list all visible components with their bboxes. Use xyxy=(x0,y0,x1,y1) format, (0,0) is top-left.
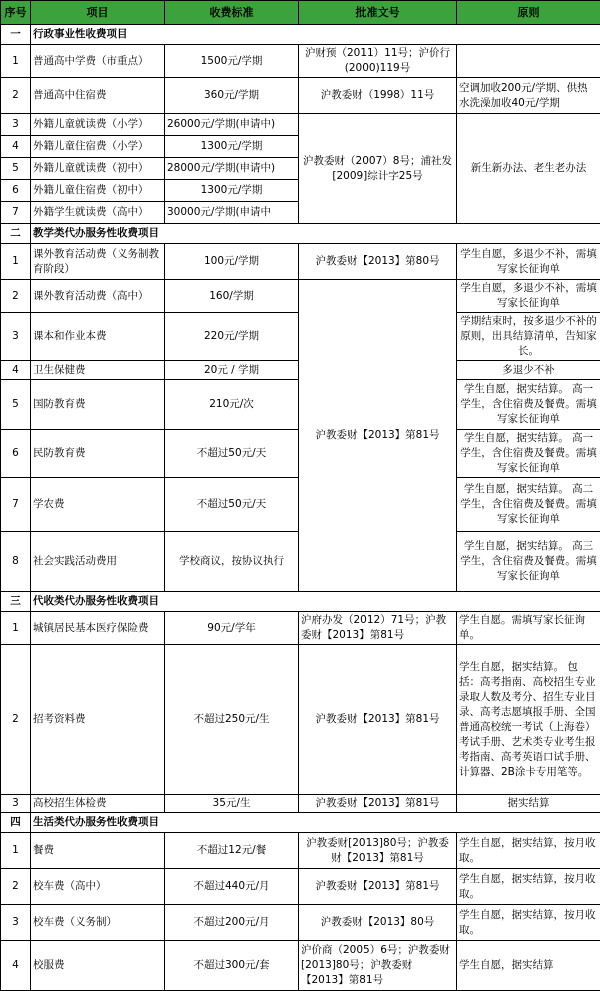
row-item: 学农费 xyxy=(31,478,165,532)
row-doc: 沪教委财【2013】第81号 xyxy=(299,645,457,795)
row-fee: 30000元/学期(申请中 xyxy=(165,202,299,224)
row-seq: 3 xyxy=(1,114,31,136)
section-title: 教学类代办服务性收费项目 xyxy=(31,224,600,244)
table-row xyxy=(1,833,600,869)
row-doc: 沪教委财【2013】第81号 xyxy=(299,795,457,813)
row-item: 外籍儿童住宿费（小学） xyxy=(31,136,165,158)
row-principle: 学生自愿，据实结算。 高一学生，含住宿费及餐费。需填写家长征询单 xyxy=(457,380,600,430)
row-seq: 7 xyxy=(1,478,31,532)
row-seq: 1 xyxy=(1,833,31,869)
row-principle: 学期结束时，按多退少不补的原则，出具结算清单，告知家长。 xyxy=(457,313,600,361)
row-item: 普通高中住宿费 xyxy=(31,78,165,114)
row-doc: 沪财预（2011）11号；沪价行(2000)119号 xyxy=(299,45,457,78)
row-item: 城镇居民基本医疗保险费 xyxy=(31,612,165,645)
row-item: 普通高中学费（市重点） xyxy=(31,45,165,78)
row-principle: 多退少不补 xyxy=(457,361,600,380)
table-row xyxy=(1,869,600,905)
row-item: 卫生保健费 xyxy=(31,361,165,380)
row-seq: 2 xyxy=(1,645,31,795)
row-fee: 学校商议，按协议执行 xyxy=(165,532,299,592)
table-row xyxy=(1,941,600,991)
section-number: 三 xyxy=(1,592,31,612)
row-doc: 沪教委财[2013]80号；沪教委财【2013】第81号 xyxy=(299,833,457,869)
header-row xyxy=(1,1,600,25)
section-number: 一 xyxy=(1,25,31,45)
table-row xyxy=(1,612,600,645)
section-title: 代收类代办服务性收费项目 xyxy=(31,592,600,612)
col-header-seq: 序号 xyxy=(1,1,31,25)
row-fee: 1500元/学期 xyxy=(165,45,299,78)
row-item: 校服费 xyxy=(31,941,165,991)
section-row xyxy=(1,25,600,45)
table-row xyxy=(1,78,600,114)
section-number: 二 xyxy=(1,224,31,244)
col-header-item: 项目 xyxy=(31,1,165,25)
row-seq: 2 xyxy=(1,869,31,905)
row-seq: 7 xyxy=(1,202,31,224)
row-principle: 学生自愿，据实结算。 高一学生，含住宿费及餐费。需填写家长征询单 xyxy=(457,430,600,478)
row-fee: 26000元/学期(申请中) xyxy=(165,114,299,136)
section-row xyxy=(1,813,600,833)
row-doc: 沪教委财【2013】80号 xyxy=(299,905,457,941)
row-doc: 沪教委财【2013】第80号 xyxy=(299,244,457,280)
row-seq: 5 xyxy=(1,158,31,180)
section-title: 生活类代办服务性收费项目 xyxy=(31,813,600,833)
row-principle: 学生自愿，多退少不补，需填写家长征询单 xyxy=(457,280,600,313)
row-principle: 学生自愿，多退少不补，需填写家长征询单 xyxy=(457,244,600,280)
row-seq: 5 xyxy=(1,380,31,430)
row-item: 高校招生体检费 xyxy=(31,795,165,813)
row-item: 外籍儿童住宿费（初中） xyxy=(31,180,165,202)
section-number: 四 xyxy=(1,813,31,833)
col-header-principle: 原则 xyxy=(457,1,600,25)
row-doc: 沪教委财（2007）8号；浦社发[2009]综计字25号 xyxy=(299,114,457,224)
row-fee: 20元 / 学期 xyxy=(165,361,299,380)
row-fee: 35元/生 xyxy=(165,795,299,813)
row-doc: 沪教委财【2013】第81号 xyxy=(299,280,457,592)
row-item: 课外教育活动费（义务制教育阶段） xyxy=(31,244,165,280)
table-row xyxy=(1,244,600,280)
row-doc: 沪价商（2005）6号；沪教委财[2013]80号；沪教委财【2013】第81号 xyxy=(299,941,457,991)
row-seq: 4 xyxy=(1,941,31,991)
row-fee: 160/学期 xyxy=(165,280,299,313)
row-fee: 210元/次 xyxy=(165,380,299,430)
row-principle: 学生自愿，据实结算，按月收取。 xyxy=(457,833,600,869)
row-item: 招考资料费 xyxy=(31,645,165,795)
row-fee: 1300元/学期 xyxy=(165,180,299,202)
table-row xyxy=(1,280,600,313)
table-row xyxy=(1,795,600,813)
row-fee: 100元/学期 xyxy=(165,244,299,280)
row-seq: 1 xyxy=(1,244,31,280)
row-item: 外籍学生就读费（高中） xyxy=(31,202,165,224)
row-item: 校车费（高中） xyxy=(31,869,165,905)
row-item: 社会实践活动费用 xyxy=(31,532,165,592)
row-fee: 不超过50元/天 xyxy=(165,478,299,532)
row-doc: 沪教委财【2013】第81号 xyxy=(299,869,457,905)
row-fee: 90元/学年 xyxy=(165,612,299,645)
row-seq: 6 xyxy=(1,430,31,478)
row-item: 餐费 xyxy=(31,833,165,869)
row-item: 国防教育费 xyxy=(31,380,165,430)
col-header-fee: 收费标准 xyxy=(165,1,299,25)
row-principle: 空调加收200元/学期、供热水洗澡加收40元/学期 xyxy=(457,78,600,114)
row-seq: 2 xyxy=(1,78,31,114)
row-item: 外籍儿童就读费（小学） xyxy=(31,114,165,136)
row-principle: 新生新办法、老生老办法 xyxy=(457,114,600,224)
row-fee: 360元/学期 xyxy=(165,78,299,114)
col-header-doc: 批准文号 xyxy=(299,1,457,25)
row-fee: 不超过440元/月 xyxy=(165,869,299,905)
row-principle: 学生自愿，据实结算。 高二学生，含住宿费及餐费。需填写家长征询单 xyxy=(457,478,600,532)
section-row xyxy=(1,224,600,244)
row-seq: 3 xyxy=(1,905,31,941)
row-fee: 不超过300元/套 xyxy=(165,941,299,991)
section-title: 行政事业性收费项目 xyxy=(31,25,600,45)
row-fee: 不超过250元/生 xyxy=(165,645,299,795)
row-principle xyxy=(457,45,600,78)
table-row xyxy=(1,45,600,78)
row-seq: 4 xyxy=(1,361,31,380)
row-principle: 学生自愿，据实结算 xyxy=(457,941,600,991)
row-fee: 1300元/学期 xyxy=(165,136,299,158)
table-row xyxy=(1,905,600,941)
row-fee: 不超过12元/餐 xyxy=(165,833,299,869)
row-principle: 学生自愿，据实结算，按月收取。 xyxy=(457,869,600,905)
row-seq: 2 xyxy=(1,280,31,313)
section-row xyxy=(1,592,600,612)
row-item: 校车费（义务制） xyxy=(31,905,165,941)
row-seq: 3 xyxy=(1,795,31,813)
row-seq: 4 xyxy=(1,136,31,158)
row-fee: 220元/学期 xyxy=(165,313,299,361)
row-seq: 6 xyxy=(1,180,31,202)
row-fee: 不超过200元/月 xyxy=(165,905,299,941)
row-seq: 8 xyxy=(1,532,31,592)
row-doc: 沪教委财（1998）11号 xyxy=(299,78,457,114)
table-row xyxy=(1,114,600,136)
row-principle: 学生自愿，据实结算。 包括：高考指南、高校招生专业录取人数及考分、招生专业目录、高考志愿填报手册、全国普通高校统一考试（上海卷）考试手册、艺术类专业考生报考指南、高考英语口试手册、计算器、2B涂卡专用笔等。 xyxy=(457,645,600,795)
row-fee: 不超过50元/天 xyxy=(165,430,299,478)
row-principle: 学生自愿，据实结算，按月收取。 xyxy=(457,905,600,941)
row-item: 课外教育活动费（高中） xyxy=(31,280,165,313)
row-seq: 1 xyxy=(1,612,31,645)
row-principle: 学生自愿。需填写家长征询单。 xyxy=(457,612,600,645)
row-seq: 3 xyxy=(1,313,31,361)
row-item: 外籍儿童就读费（初中） xyxy=(31,158,165,180)
row-seq: 1 xyxy=(1,45,31,78)
row-principle: 据实结算 xyxy=(457,795,600,813)
row-principle: 学生自愿，据实结算。 高三学生，含住宿费及餐费。需填写家长征询单 xyxy=(457,532,600,592)
row-doc: 沪府办发（2012）71号；沪教委财【2013】第81号 xyxy=(299,612,457,645)
table-row xyxy=(1,645,600,795)
row-fee: 28000元/学期(申请中) xyxy=(165,158,299,180)
row-item: 民防教育费 xyxy=(31,430,165,478)
row-item: 课本和作业本费 xyxy=(31,313,165,361)
